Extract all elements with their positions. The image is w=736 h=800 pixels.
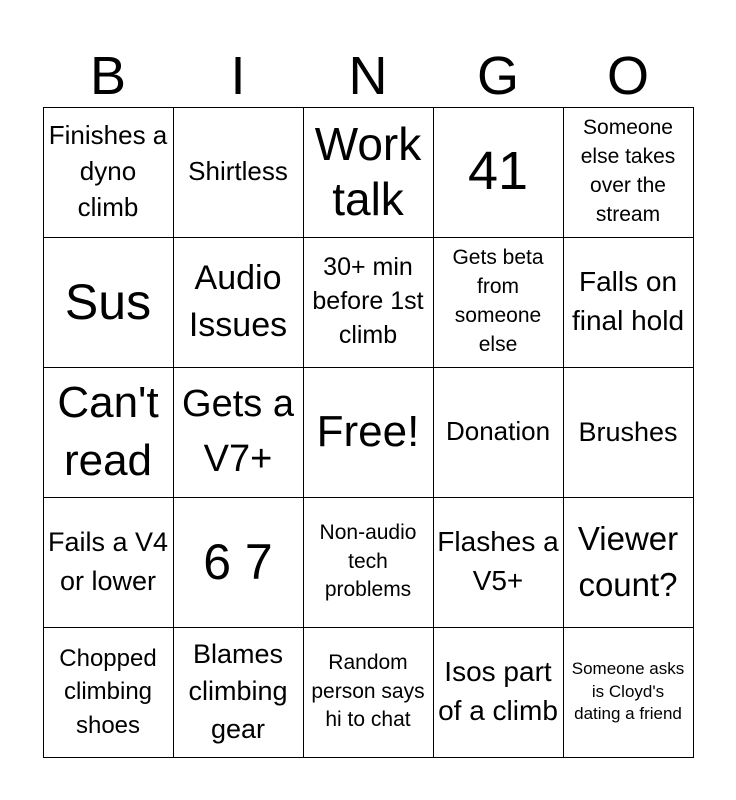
bingo-cell[interactable] bbox=[563, 627, 694, 758]
bingo-cell-text: Someone asks is Cloyd's dating a friend bbox=[571, 658, 685, 724]
bingo-cell-text: Shirtless bbox=[188, 156, 288, 187]
bingo-cell[interactable] bbox=[43, 497, 174, 628]
bingo-cell[interactable] bbox=[433, 107, 564, 238]
bingo-cell[interactable] bbox=[303, 627, 434, 758]
bingo-cell-text: Gets beta from someone else bbox=[452, 246, 544, 356]
bingo-cell[interactable] bbox=[303, 107, 434, 238]
bingo-cell-text: Fails a V4 or lower bbox=[47, 527, 169, 596]
bingo-cell[interactable] bbox=[173, 627, 304, 758]
bingo-cell-text: Someone else takes over the stream bbox=[580, 116, 676, 226]
bingo-cell[interactable] bbox=[173, 237, 304, 368]
header-letter-b: B bbox=[89, 46, 127, 106]
bingo-cell-text: Finishes a dyno climb bbox=[48, 120, 168, 222]
bingo-cell[interactable] bbox=[43, 237, 174, 368]
bingo-cell[interactable] bbox=[43, 367, 174, 498]
bingo-cell-text: Falls on final hold bbox=[571, 266, 685, 336]
bingo-board bbox=[43, 107, 693, 757]
bingo-cell-text: Isos part of a climb bbox=[438, 656, 558, 726]
bingo-cell-text: Random person says hi to chat bbox=[311, 650, 425, 732]
bingo-cell[interactable] bbox=[563, 237, 694, 368]
bingo-cell[interactable] bbox=[173, 367, 304, 498]
bingo-cell[interactable] bbox=[563, 497, 694, 628]
bingo-cell-text: 41 bbox=[467, 141, 529, 202]
bingo-cell-text: Donation bbox=[445, 416, 551, 447]
bingo-cell[interactable] bbox=[43, 627, 174, 758]
bingo-cell-text: 30+ min before 1st climb bbox=[312, 253, 424, 349]
bingo-cell-text: Gets a V7+ bbox=[182, 382, 294, 480]
bingo-cell[interactable] bbox=[173, 107, 304, 238]
bingo-cell[interactable] bbox=[433, 367, 564, 498]
bingo-cell[interactable] bbox=[433, 497, 564, 628]
bingo-cell-text: Audio Issues bbox=[188, 259, 288, 344]
bingo-cell-text: Flashes a V5+ bbox=[437, 526, 559, 596]
bingo-cell-text: Can't read bbox=[57, 377, 159, 485]
header-letter-n: N bbox=[348, 46, 388, 106]
bingo-cell[interactable] bbox=[303, 497, 434, 628]
header-letter-g: G bbox=[476, 46, 519, 106]
bingo-cell-text: Blames climbing gear bbox=[188, 639, 288, 744]
bingo-cell[interactable] bbox=[433, 627, 564, 758]
bingo-cell[interactable] bbox=[303, 367, 434, 498]
bingo-cell[interactable] bbox=[563, 367, 694, 498]
bingo-cell-text: Free! bbox=[316, 406, 420, 456]
bingo-cell-text: Sus bbox=[64, 273, 152, 330]
header-letter-o: O bbox=[606, 46, 649, 106]
bingo-cell-text: Viewer count? bbox=[577, 520, 679, 603]
bingo-header bbox=[43, 46, 693, 106]
header-letter-i: I bbox=[230, 46, 246, 106]
bingo-cell-text: Chopped climbing shoes bbox=[59, 645, 157, 739]
bingo-cell-text: Work talk bbox=[314, 117, 422, 225]
bingo-cell[interactable] bbox=[433, 237, 564, 368]
bingo-cell[interactable] bbox=[173, 497, 304, 628]
bingo-cell[interactable] bbox=[43, 107, 174, 238]
bingo-cell-text: Non-audio tech problems bbox=[319, 520, 417, 602]
bingo-cell-text: 6 7 bbox=[203, 533, 273, 590]
bingo-cell[interactable] bbox=[563, 107, 694, 238]
bingo-cell[interactable] bbox=[303, 237, 434, 368]
bingo-cell-text: Brushes bbox=[578, 416, 678, 447]
